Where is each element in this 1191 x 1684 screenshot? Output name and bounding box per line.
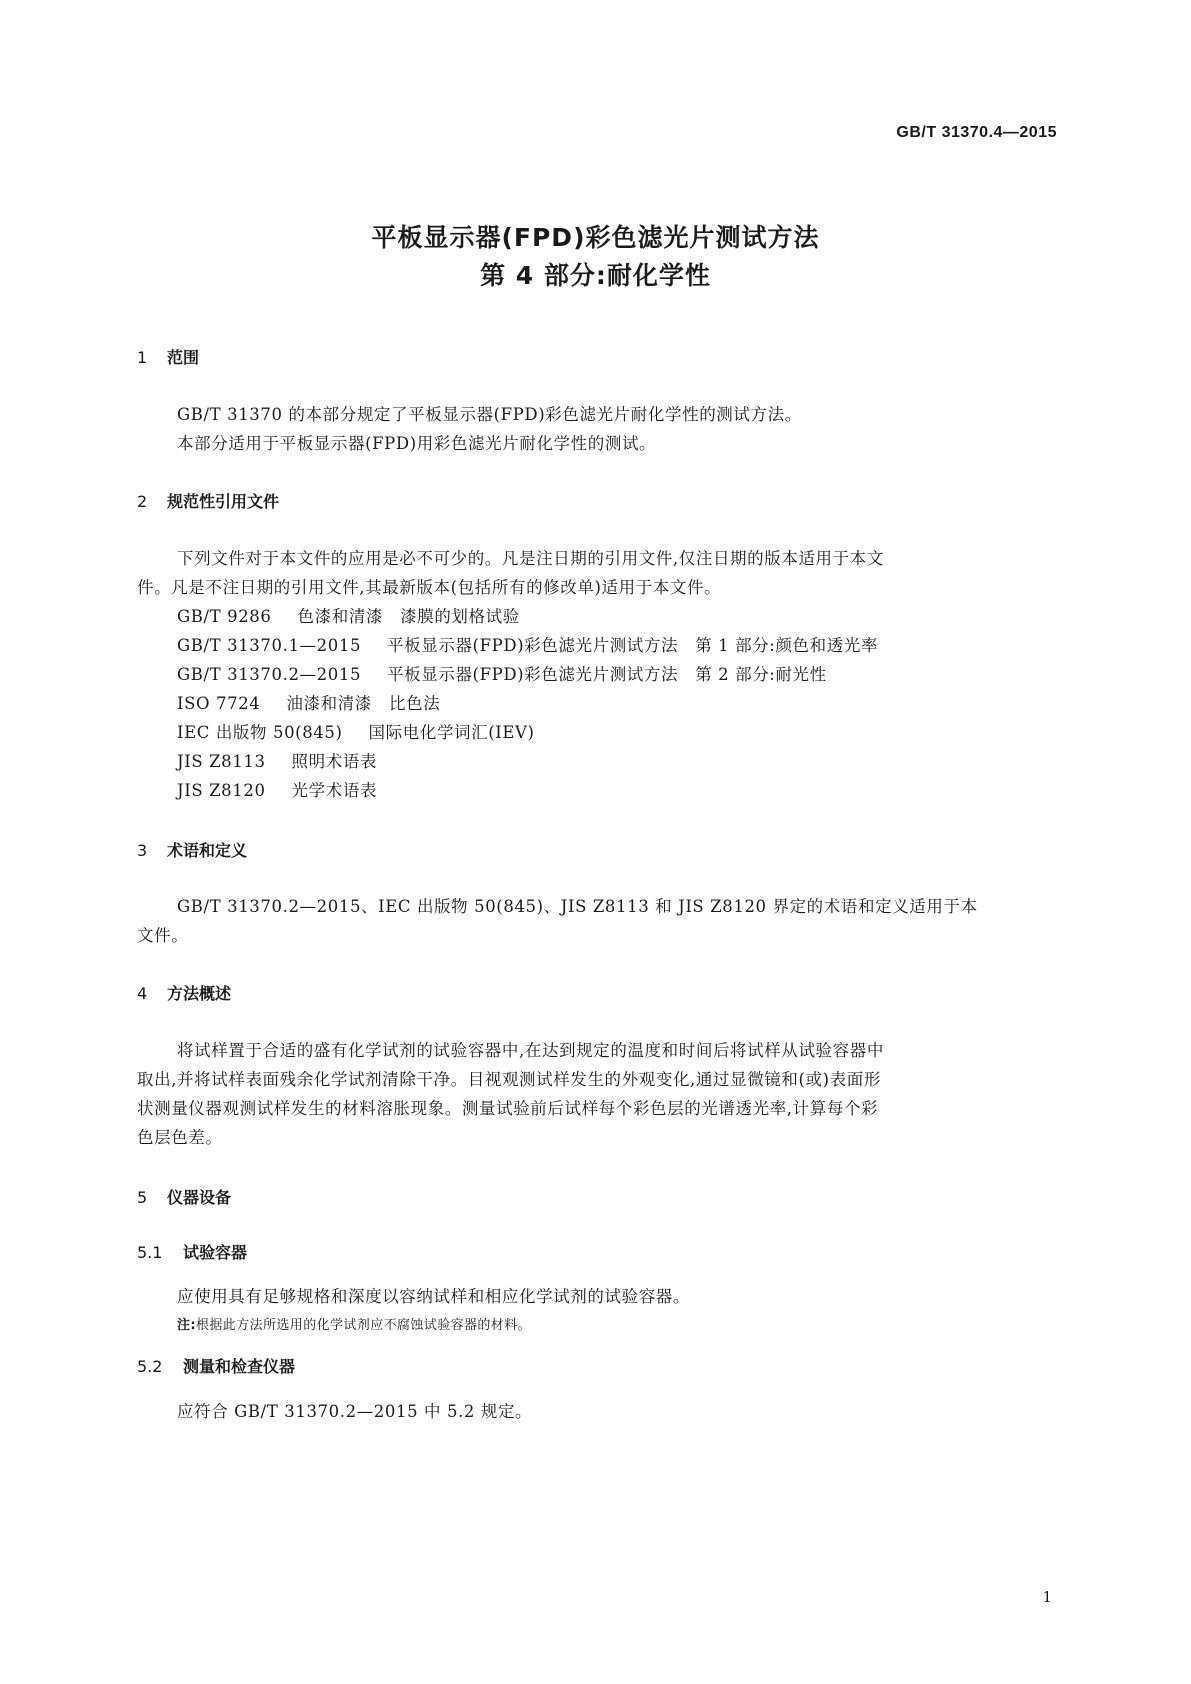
- reference-item: [177, 748, 377, 772]
- section-title: 规范性引用文件: [167, 492, 280, 511]
- paragraph: 本部分适用于平板显示器(FPD)用彩色滤光片耐化学性的测试。: [177, 434, 657, 453]
- section-number: 1: [137, 348, 148, 367]
- reference-code: IEC 出版物 50(845): [177, 723, 343, 742]
- paragraph: 下列文件对于本文件的应用是必不可少的。凡是注日期的引用文件,仅注日期的版本适用于本文: [177, 549, 884, 568]
- reference-item: [177, 690, 440, 714]
- reference-item: [177, 777, 377, 801]
- section-number: 3: [137, 841, 148, 860]
- paragraph: 取出,并将试样表面残余化学试剂清除干净。目视观测试样发生的外观变化,通过显微镜和(或)表面形: [137, 1070, 881, 1089]
- paragraph: 应使用具有足够规格和深度以容纳试样和相应化学试剂的试验容器。: [177, 1287, 690, 1306]
- standard-code: GB/T 31370.4—2015: [896, 124, 1057, 141]
- section-5-heading: [137, 1185, 231, 1208]
- reference-item: [177, 661, 827, 685]
- reference-code: JIS Z8113: [177, 752, 266, 771]
- section-4-heading: [137, 981, 231, 1004]
- note-text: 根据此方法所选用的化学试剂应不腐蚀试验容器的材料。: [196, 1318, 532, 1333]
- subsection-5-2-heading: [137, 1354, 295, 1377]
- note: [177, 1314, 531, 1333]
- reference-title: 光学术语表: [291, 781, 378, 800]
- paragraph: 件。凡是不注日期的引用文件,其最新版本(包括所有的修改单)适用于本文件。: [137, 578, 722, 597]
- section-title: 仪器设备: [167, 1188, 232, 1207]
- paragraph: 应符合 GB/T 31370.2—2015 中 5.2 规定。: [177, 1402, 533, 1421]
- section-title: 范围: [167, 348, 200, 367]
- paragraph: GB/T 31370 的本部分规定了平板显示器(FPD)彩色滤光片耐化学性的测试方法。: [177, 405, 802, 424]
- section-3-heading: [137, 838, 247, 861]
- reference-item: [177, 632, 878, 656]
- reference-title: 油漆和清漆 比色法: [286, 694, 441, 713]
- subsection-number: 5.2: [137, 1357, 163, 1376]
- subsection-number: 5.1: [137, 1243, 163, 1262]
- section-number: 2: [137, 492, 148, 511]
- section-number: 4: [137, 984, 148, 1003]
- section-number: 5: [137, 1188, 148, 1207]
- document-title: 平板显示器(FPD)彩色滤光片测试方法: [371, 223, 820, 252]
- paragraph: 将试样置于合适的盛有化学试剂的试验容器中,在达到规定的温度和时间后将试样从试验容器中: [177, 1041, 884, 1060]
- section-title: 术语和定义: [167, 841, 248, 860]
- section-title: 方法概述: [167, 984, 232, 1003]
- reference-title: 色漆和清漆 漆膜的划格试验: [297, 607, 520, 626]
- subsection-5-1-heading: [137, 1240, 247, 1263]
- reference-code: ISO 7724: [177, 694, 261, 713]
- document-subtitle: 第 4 部分:耐化学性: [480, 261, 711, 290]
- reference-code: GB/T 31370.2—2015: [177, 665, 362, 684]
- reference-item: [177, 603, 520, 627]
- reference-title: 国际电化学词汇(IEV): [368, 723, 535, 742]
- section-2-heading: [137, 489, 279, 512]
- reference-item: [177, 719, 535, 743]
- paragraph: 文件。: [137, 926, 189, 945]
- reference-title: 照明术语表: [291, 752, 378, 771]
- paragraph: GB/T 31370.2—2015、IEC 出版物 50(845)、JIS Z8113 和 JIS Z8120 界定的术语和定义适用于本: [177, 897, 978, 916]
- reference-title: 平板显示器(FPD)彩色滤光片测试方法 第 1 部分:颜色和透光率: [387, 636, 879, 655]
- note-label: 注:: [177, 1318, 196, 1333]
- paragraph: 色层色差。: [137, 1128, 223, 1147]
- reference-title: 平板显示器(FPD)彩色滤光片测试方法 第 2 部分:耐光性: [387, 665, 827, 684]
- section-1-heading: [137, 345, 199, 368]
- page-number: 1: [1042, 1588, 1052, 1606]
- reference-code: GB/T 31370.1—2015: [177, 636, 362, 655]
- reference-code: GB/T 9286: [177, 607, 272, 626]
- subsection-title: 试验容器: [183, 1243, 248, 1262]
- subsection-title: 测量和检查仪器: [183, 1357, 296, 1376]
- reference-code: JIS Z8120: [177, 781, 266, 800]
- paragraph: 状测量仪器观测试样发生的材料溶胀现象。测量试验前后试样每个彩色层的光谱透光率,计算每个彩: [137, 1099, 879, 1118]
